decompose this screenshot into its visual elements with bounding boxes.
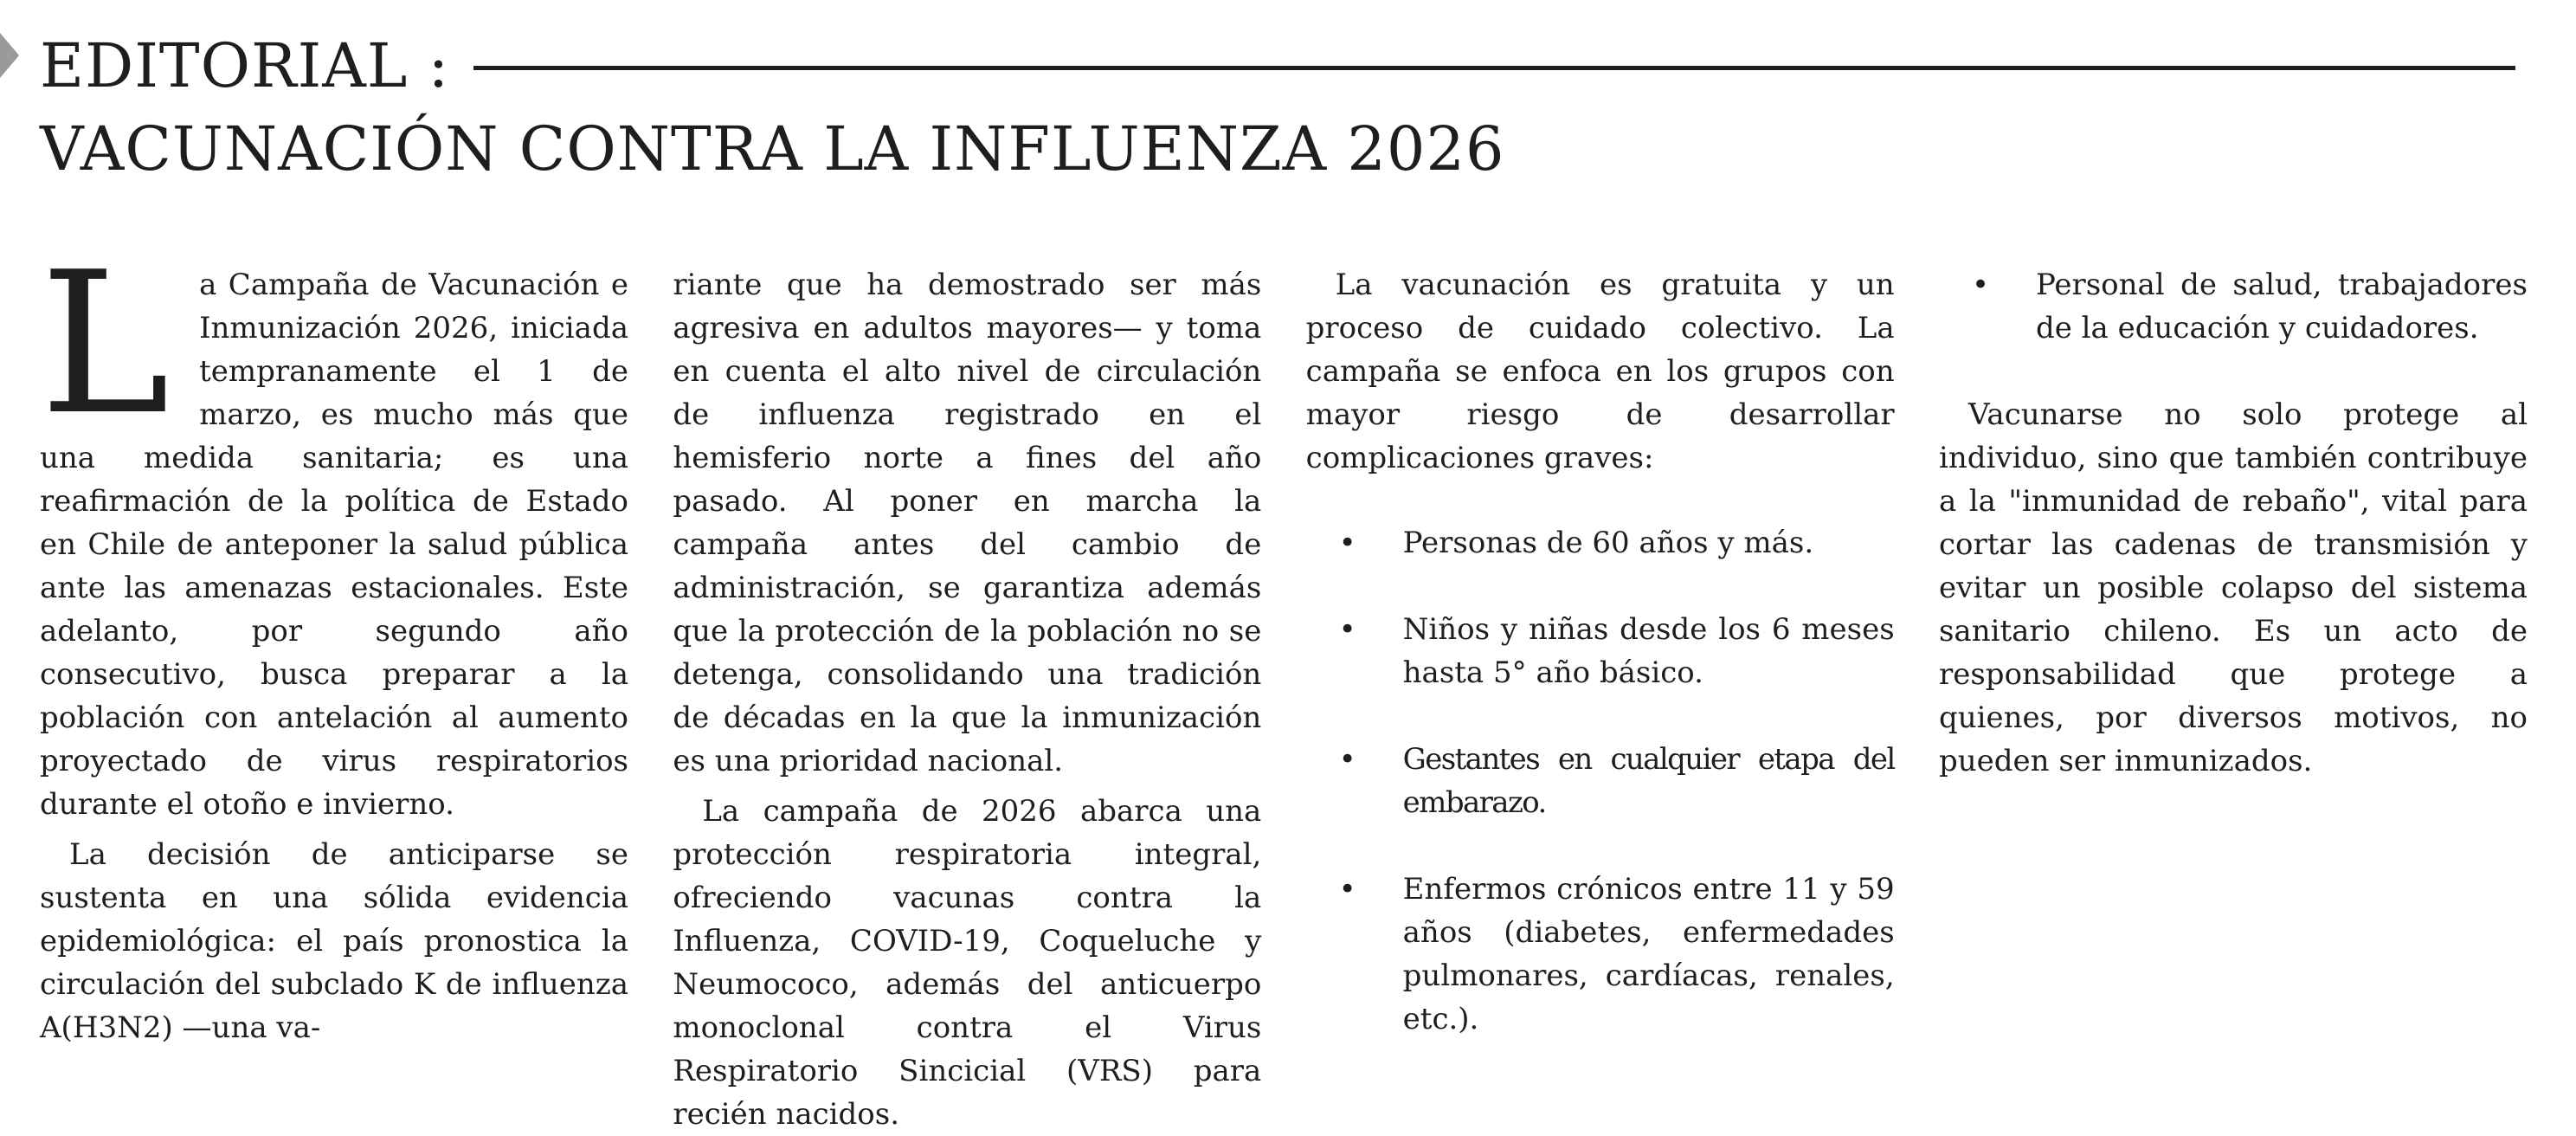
list-item-text: Gestantes en cualquier etapa del embarazo. [1402,742,1895,820]
risk-group-list-continued [1939,263,2528,350]
list-item [1306,868,1895,1041]
paragraph: Vacunarse no solo protege al individuo, sino que también contribuye a la "inmunidad de rebaño", vital para cortar las cadenas de transmisión y evitar un posible colapso del sistema sanitario chileno. Es un acto de responsabilidad que protege a quienes, por diversos motivos, no pueden ser inmunizados. [1938,397,2528,778]
paragraph: riante que ha demostrado ser más agresiva en adultos mayores— y toma en cuenta el alto nivel de circulación de influenza registrado en el hemisferio norte a fines del año pasado. Al poner en marcha la campaña antes del cambio de administración, se garantiza además que la protección de la población no se detenga, consolidando una tradición de décadas en la que la inmunización es una prioridad nacional. [673,268,1262,778]
paragraph-text: a Campaña de Vacunación e Inmunización 2026, iniciada tempranamente el 1 de marzo, es mucho más que una medida sanitaria; es una reafirmación de la política de Estado en Chile de anteponer la salud pública ante las amenazas estacionales. Este adelanto, por segundo año consecutivo, busca preparar a la población con antelación al aumento proyectado de virus respiratorios durante el otoño e invierno. [40,268,628,822]
column-1 [40,230,628,1045]
bullet-icon: • [1971,268,1990,302]
list-item-text: Personas de 60 años y más. [1402,526,1814,560]
article-headline: VACUNACIÓN CONTRA LA INFLUENZA 2026 [40,113,1505,184]
paragraph: La vacunación es gratuita y un proceso de cuidado colectivo. La campaña se enfoca en los grupos con mayor riesgo de desarrollar complicaciones graves: [1305,268,1895,475]
list-item-text: Enfermos crónicos entre 11 y 59 años (diabetes, enfermedades pulmonares, cardíacas, renales, etc.). [1402,872,1895,1036]
paragraph [40,230,628,826]
kicker-rule [473,66,2515,70]
paragraph: La campaña de 2026 abarca una protección respiratoria integral, ofreciendo vacunas contra la Influenza, COVID-19, Coqueluche y Neumococo, además del anticuerpo monoclonal contra el Virus Respiratorio Sincicial (VRS) para recién nacidos. [673,794,1262,1132]
drop-cap: L [40,230,171,458]
list-item-text: Niños y niñas desde los 6 meses hasta 5° año básico. [1402,612,1895,690]
bullet-icon: • [1338,872,1356,907]
bullet-icon: • [1338,742,1356,777]
paragraph: La decisión de anticiparse se sustenta en una sólida evidencia epidemiológica: el país pronostica la circulación del subclado K de influenza A(H3N2) —una va- [40,837,628,1045]
kicker-row [40,24,2515,107]
section-kicker: EDITORIAL : [40,30,450,101]
list-item-text: Personal de salud, trabajadores de la educación y cuidadores. [2035,268,2528,345]
bullet-icon: • [1338,612,1356,647]
risk-group-list [1306,521,1895,1041]
list-item [1306,521,1895,565]
corner-marker [0,33,19,78]
column-3 [1305,263,1895,1036]
bullet-icon: • [1338,526,1356,560]
column-2 [673,263,1262,1132]
list-item [1306,738,1895,824]
list-item [1939,263,2528,350]
article-body [40,230,2528,1132]
article-header [40,24,2515,190]
list-item [1306,608,1895,694]
column-4 [1939,263,2528,973]
